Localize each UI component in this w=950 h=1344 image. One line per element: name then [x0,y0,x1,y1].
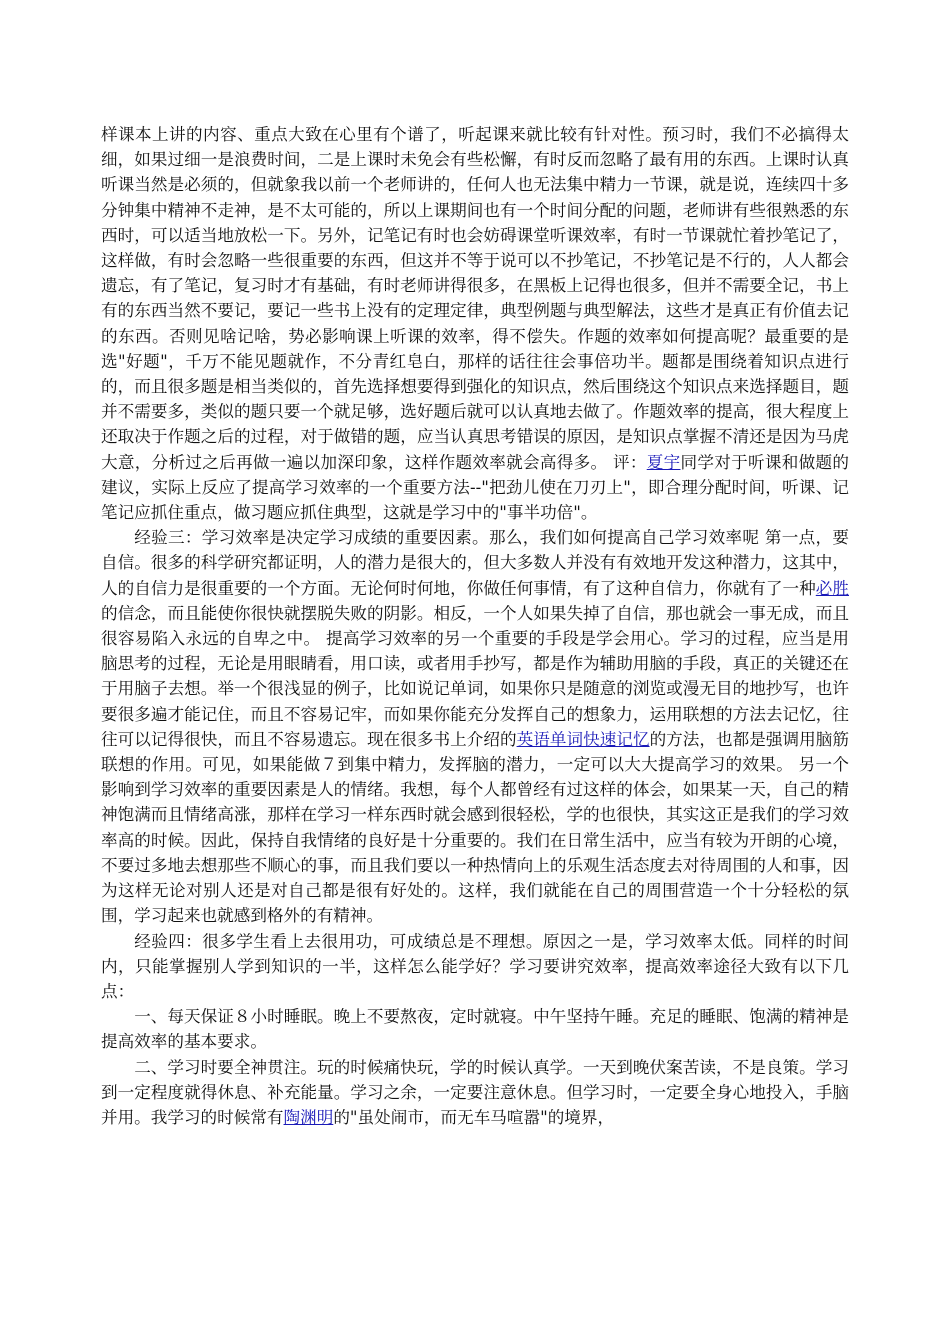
paragraph-experience-three [101,525,849,928]
paragraph-study-efficiency [101,122,849,525]
paragraph-text: 二、学习时要全神贯注。玩的时候痛快玩，学的时候认真学。一天到晚伏案苦读，不是良策。学习到一定程度就得休息、补充能量。学习之余，一定要注意休息。但学习时，一定要全身心地投入，手脑并用。我学习的时候常有 [101,1057,849,1127]
paragraph-text: 的信念，而且能使你很快就摆脱失败的阴影。相反，一个人如果失掉了自信，那也就会一事无成，而且很容易陷入永远的自卑之中。 提高学习效率的另一个重要的手段是学会用心。学习的过程，应当是用脑思考的过程，无论是用眼睛看，用口读，或者用手抄写，都是作为辅助用脑的手段，真正的关键还在于用脑子去想。举一个很浅显的例子，比如说记单词，如果你只是随意的浏览或漫无目的地抄写，也许要很多遍才能记住，而且不容易记牢，而如果你能充分发挥自己的想象力，运用联想的方法去记忆，往往可以记得很快，而且不容易遗忘。现在很多书上介绍的 [101,603,849,749]
paragraph-text: 的方法，也都是强调用脑筋联想的作用。可见，如果能做７到集中精力，发挥脑的潜力，一定可以大大提高学习的效果。 另一个影响到学习效率的重要因素是人的情绪。我想，每个人都曾经有过这样的体会，如果某一天，自己的精神饱满而且情绪高涨，那样在学习一样东西时就会感到很轻松，学的也很快，其实这正是我们的学习效率高的时候。因此，保持自我情绪的良好是十分重要的。我们在日常生活中，应当有较为开朗的心境，不要过多地去想那些不顺心的事，而且我们要以一种热情向上的乐观生活态度去对待周围的人和事，因为这样无论对别人还是对自己都是很有好处的。这样，我们就能在自己的周围营造一个十分轻松的氛围，学习起来也就感到格外的有精神。 [101,729,850,926]
paragraph-focus-tip [101,1055,849,1131]
link-tao-yuanming[interactable]: 陶渊明 [283,1107,334,1127]
link-victory[interactable]: 必胜 [815,578,849,598]
link-xia-yu[interactable]: 夏宇 [646,452,681,472]
paragraph-text: 的"虽处闹市，而无车马喧嚣"的境界， [333,1107,615,1127]
paragraph-text: 同学对于听课和做题的建议，实际上反应了提高学习效率的一个重要方法--"把劲儿使在刀刃上"，即合理分配时间，听课、记笔记应抓住重点，做习题应抓住典型，这就是学习中的"事半功倍"。 [101,452,849,523]
paragraph-text: 样课本上讲的内容、重点大致在心里有个谱了，听起课来就比较有针对性。预习时，我们不必搞得太细，如果过细一是浪费时间，二是上课时未免会有些松懈，有时反而忽略了最有用的东西。上课时认真听课当然是必须的，但就象我以前一个老师讲的，任何人也无法集中精力一节课，就是说，连续四十多分钟集中精神不走神，是不太可能的，所以上课期间也有一个时间分配的问题，老师讲有些很熟悉的东西时，可以适当地放松一下。另外，记笔记有时也会妨碍课堂听课效率，有时一节课就忙着抄笔记了，这样做，有时会忽略一些很重要的东西，但这并不等于说可以不抄笔记，不抄笔记是不行的，人人都会遗忘，有了笔记，复习时才有基础，有时老师讲得很多，在黑板上记得也很多，但并不需要全记，书上有的东西当然不要记，要记一些书上没有的定理定律，典型例题与典型解法，这些才是真正有价值去记的东西。否则见啥记啥，势必影响课上听课的效率，得不偿失。作题的效率如何提高呢？最重要的是选"好题"，千万不能见题就作，不分青红皂白，那样的话往往会事倍功半。题都是围绕着知识点进行的，而且很多题是相当类似的，首先选择想要得到强化的知识点，然后围绕这个知识点来选择题目，题并不需要多，类似的题只要一个就足够，选好题后就可以认真地去做了。作题效率的提高，很大程度上还取决于作题之后的过程，对于做错的题，应当认真思考错误的原因，是知识点掌握不清还是因为马虎大意，分析过之后再做一遍以加深印象，这样作题效率就会高得多。 评： [101,125,849,472]
document-body [101,122,849,1130]
paragraph-sleep-tip: 一、每天保证８小时睡眠。晚上不要熬夜，定时就寝。中午坚持午睡。充足的睡眠、饱满的精神是提高效率的基本要求。 [101,1007,849,1052]
paragraph-text: 经验三：学习效率是决定学习成绩的重要因素。那么，我们如何提高自己学习效率呢 第一点，要自信。很多的科学研究都证明，人的潜力是很大的，但大多数人并没有有效地开发这种潜力，这其中，人的自信力是很重要的一个方面。无论何时何地，你做任何事情，有了这种自信力，你就有了一种 [101,528,849,598]
paragraph-experience-four: 经验四：很多学生看上去很用功，可成绩总是不理想。原因之一是，学习效率太低。同样的时间内，只能掌握别人学到知识的一半，这样怎么能学好？学习要讲究效率，提高效率途径大致有以下几点： [101,931,849,1001]
link-english-word-memory[interactable]: 英语单词快速记忆 [516,729,650,749]
